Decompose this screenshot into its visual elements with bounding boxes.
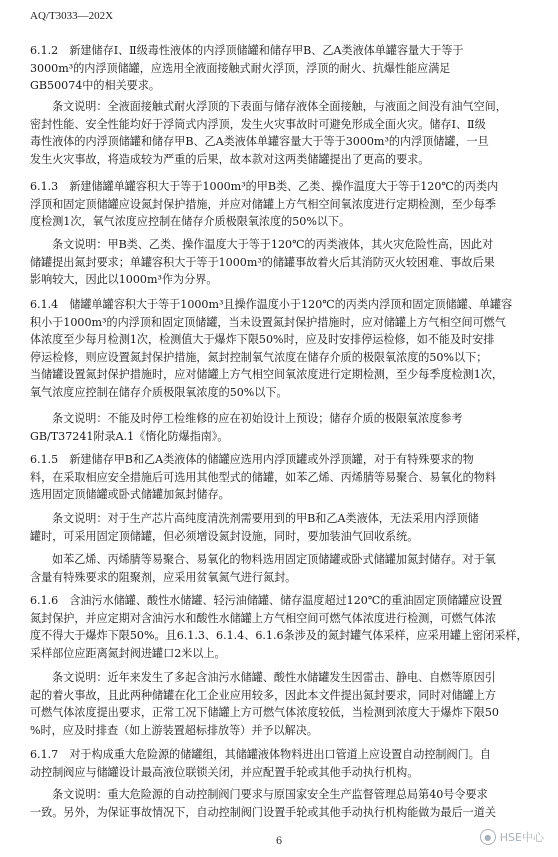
text-line: 度检测1次，氧气浓度应控制在储存介质极限氧浓度的50%以下。 xyxy=(30,215,351,228)
text-line: 起的着火事故，且此两种储罐在化工企业应用较多，因此本文件提出氮封要求，同时对储罐上方 xyxy=(30,688,496,702)
text-line: 积小于1000m³的内浮顶和固定顶储罐，当未设置氮封保护措施时，应对储罐上方气相空间可燃气 xyxy=(30,315,506,329)
text-line: 采样部位应距离氮封阀进罐口2米以上。 xyxy=(30,646,226,660)
text-line: 6.1.7 对于构成重大危险源的储罐组，其储罐液体物料进出口管道上应设置自动控制阀门。自 xyxy=(30,748,491,761)
text-line: 选用固定顶储罐或卧式储罐加氮封储存。 xyxy=(30,488,230,501)
clause-6-1-4 xyxy=(30,296,530,401)
text-line: 6.1.3 新建储罐单罐容积大于等于1000m³的甲B类、乙类、操作温度大于等于120℃的丙类内 xyxy=(30,180,499,193)
text-line: %时，应及时排查（如上游装置超标排放等）并予以解决。 xyxy=(30,723,318,737)
text-line: 6.1.2 新建储存Ⅰ、Ⅱ级毒性液体的内浮顶储罐和储存甲B、乙A类液体单罐容量大于等于 xyxy=(30,44,464,57)
text-line: 6.1.6 含油污水储罐、酸性水储罐、轻污油储罐、储存温度超过120℃的重油固定顶储罐应设置 xyxy=(30,594,503,607)
chat-bubble-icon: ● xyxy=(480,829,496,845)
text-line: 罐时，可采用固定顶储罐，但必须增设氮封设施，同时，要加装油气回收系统。 xyxy=(30,529,419,543)
note-6-1-2 xyxy=(30,98,530,168)
page-number: 6 xyxy=(275,836,283,847)
text-line: 氮封保护，并应定期对含油污水和酸性水储罐上方气相空间可燃气体浓度进行检测，可燃气体浓 xyxy=(30,611,496,625)
text-line: GB50074中的相关要求。 xyxy=(30,79,160,92)
clause-6-1-2 xyxy=(30,42,530,95)
note-6-1-5-continued xyxy=(30,551,530,586)
text-line: 条文说明：甲B类、乙类、操作温度大于等于120℃的丙类液体，其火灾危险性高，因此对 xyxy=(52,238,494,251)
note-6-1-6 xyxy=(30,669,530,739)
note-6-1-3 xyxy=(30,236,530,289)
text-line: 密封性能、安全性能均好于浮筒式内浮顶，发生火灾事故时可避免形成全面火灾。储存Ⅰ、Ⅱ级 xyxy=(30,117,486,131)
text-line: 毒性液体的内浮顶储罐和储存甲B、乙A类液体单罐容量大于等于3000m³的内浮顶储罐，一旦 xyxy=(30,135,489,148)
text-line: 3000m³的内浮顶储罐，应选用全液面接触式耐火浮顶，浮顶的耐火、抗爆性能应满足 xyxy=(30,61,451,75)
text-line: 停运检修，则应设置氮封保护措施，氮封控制氧气浓度在储存介质的极限氧浓度的50%以下； xyxy=(30,350,488,364)
text-line: 当储罐设置氮封保护措施时，应对储罐上方气相空间氧浓度进行定期检测，至少每季度检测1次， xyxy=(30,368,504,381)
text-line: 6.1.4 储罐单罐容积大于等于1000m³且操作温度小于120℃的丙类内浮顶和固定顶储罐、单罐容 xyxy=(30,298,513,311)
text-line: 条文说明：不能及时停工检维修的应在初始设计上预设；储存介质的极限氧浓度参考 xyxy=(52,412,463,425)
document-header: AQ/T3033—202X xyxy=(30,10,114,22)
text-line: 氧气浓度应控制在储存介质极限氧浓度的50%以下。 xyxy=(30,385,288,399)
text-line: 一致。另外，为保证事故情况下，自动控制阀门设置手轮或其他手动执行机构能做为最后一道关 xyxy=(30,805,496,819)
note-6-1-7 xyxy=(30,786,530,821)
text-line: 度不得大于爆炸下限50%。且6.1.3、6.1.4、6.1.6条涉及的氮封罐气体采样，应采用罐上密闭采样， xyxy=(30,629,528,642)
text-line: 6.1.5 新建储存甲B和乙A类液体的储罐应选用内浮顶罐或外浮顶罐，对于有特殊要求的物 xyxy=(30,453,474,466)
text-line: 如苯乙烯、丙烯腈等易聚合、易氧化的物料选用固定顶储罐或卧式储罐加氮封储存。对于氧 xyxy=(52,553,496,566)
text-line: 含量有特殊要求的阻聚剂，应采用贫氧氮气进行氮封。 xyxy=(30,570,297,584)
note-6-1-4 xyxy=(30,410,530,445)
clause-6-1-3 xyxy=(30,178,530,231)
text-line: GB/T37241附录A.1《惰化防爆指南》。 xyxy=(30,429,229,443)
clause-6-1-7 xyxy=(30,746,530,781)
text-line: 条文说明：对于生产芯片高纯度清洗剂需要用到的甲B和乙A类液体，无法采用内浮顶储 xyxy=(52,512,479,525)
text-line: 发生火灾事故，将造成较为严重的后果，故本款对这两类储罐提出了更高的要求。 xyxy=(30,152,430,166)
text-line: 可燃气体浓度提出要求，正常工况下储罐上方可燃气体浓度较低，当检测到浓度大于爆炸下限50 xyxy=(30,706,499,719)
text-line: 条文说明：全液面接触式耐火浮顶的下表面与储存液体全面接触，与液面之间没有油气空间， xyxy=(52,100,507,113)
note-6-1-5 xyxy=(30,510,530,545)
text-line: 动控制阀应与储罐设计最高液位联锁关闭，并应配置手轮或其他手动执行机构。 xyxy=(30,765,419,779)
clause-6-1-6 xyxy=(30,592,530,662)
clause-6-1-5 xyxy=(30,451,530,504)
watermark xyxy=(480,829,544,845)
watermark-label: HSE中心 xyxy=(499,831,544,844)
text-line: 条文说明：近年来发生了多起含油污水储罐、酸性水储罐发生因雷击、静电、自燃等原因引 xyxy=(52,671,496,684)
text-line: 体浓度至少每月检测1次，检测值大于爆炸下限50%时，应及时安排停运检修，如不能及时安排 xyxy=(30,333,495,346)
text-line: 影响较大，因此以1000m³作为分界。 xyxy=(30,273,218,286)
text-line: 浮顶和固定顶储罐应设氮封保护措施，并应对储罐上方气相空间氧浓度进行定期检测，至少每季 xyxy=(30,197,496,211)
text-line: 条文说明：重大危险源的自动控制阀门要求与原国家安全生产监督管理总局第40号令要求 xyxy=(52,788,488,801)
text-line: 料，在采取相应安全措施后可选用其他型式的储罐，如苯乙烯、丙烯腈等易聚合、易氧化的物料 xyxy=(30,470,496,484)
text-line: 储罐提出氮封要求；单罐容积大于等于1000m³的储罐事故着火后其消防灭火较困难、事故后果 xyxy=(30,255,495,269)
